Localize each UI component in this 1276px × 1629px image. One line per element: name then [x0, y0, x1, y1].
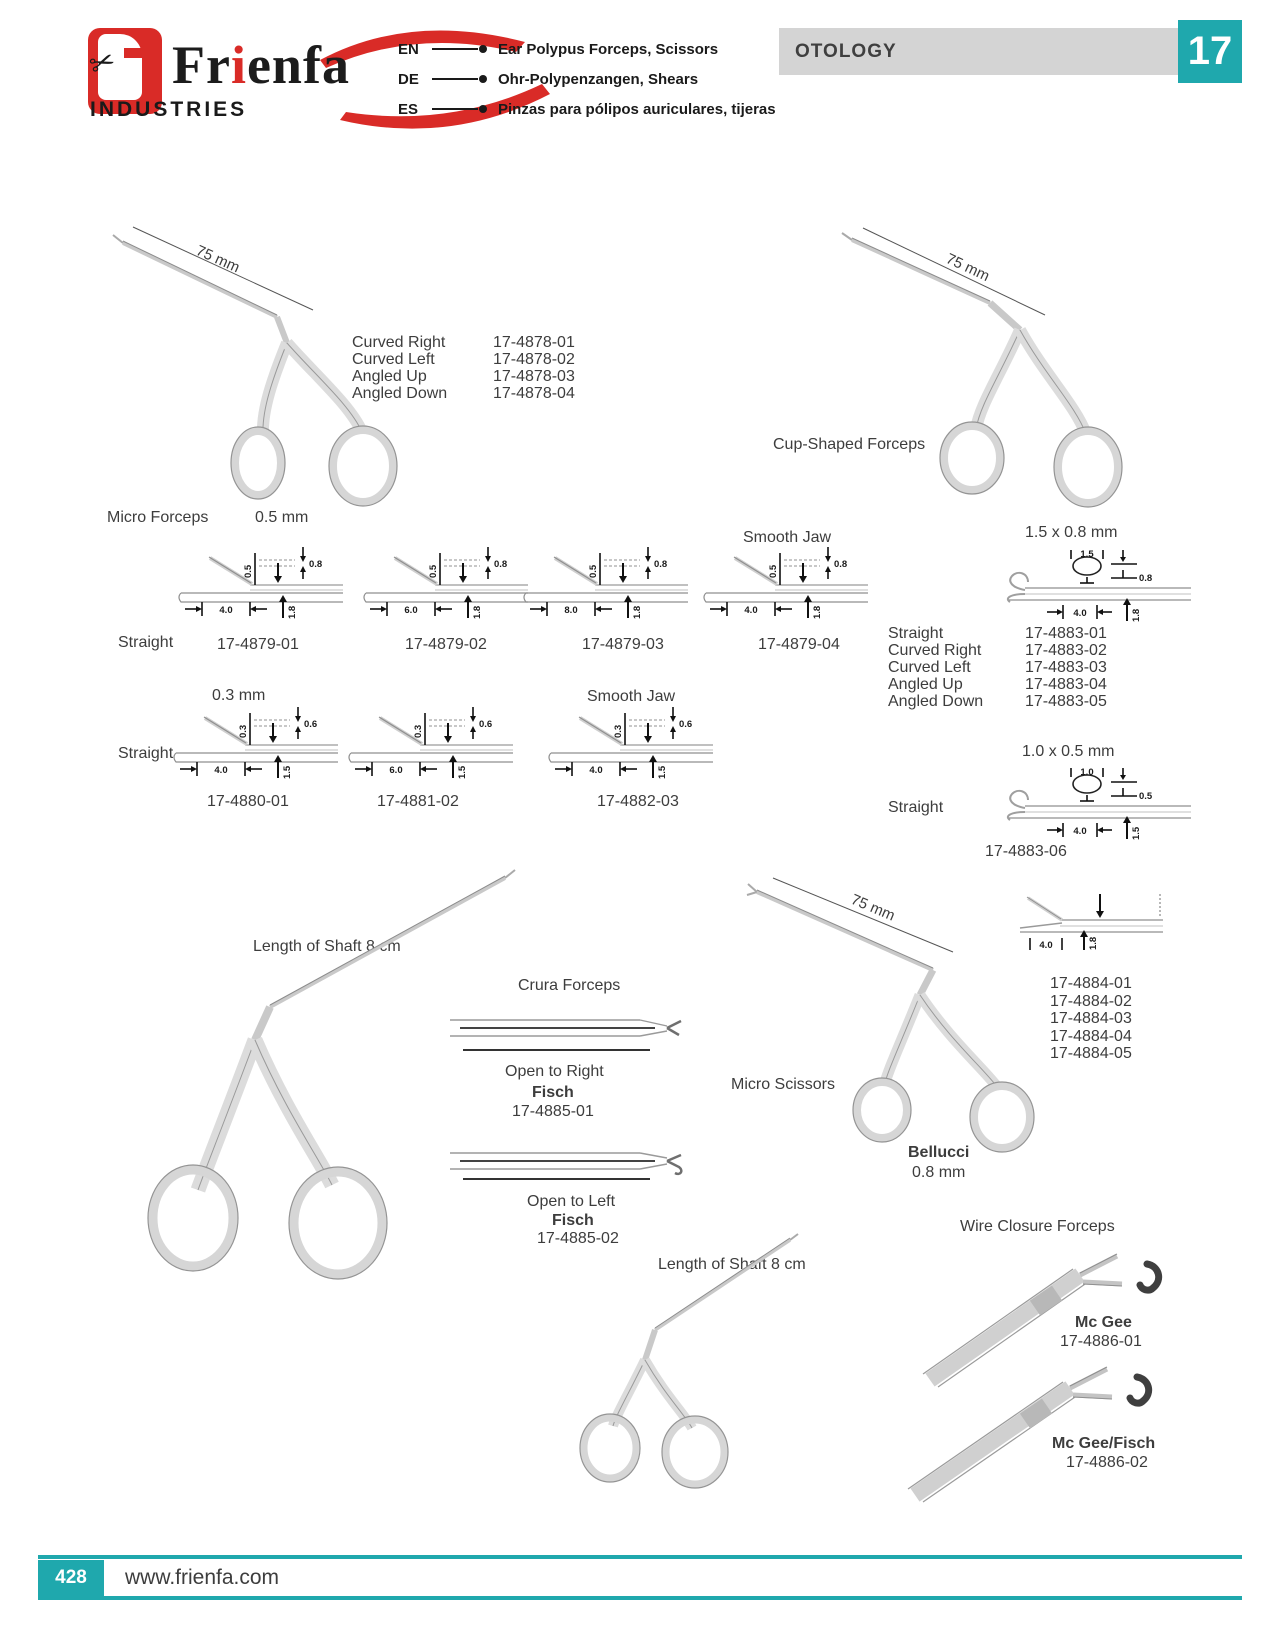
size-label: 0.5 mm [255, 509, 309, 526]
catalog-number: 17-4878-03 [493, 368, 575, 385]
variant-code-list [1025, 625, 1107, 710]
size-label: 1.0 x 0.5 mm [1022, 743, 1115, 760]
line-dot-icon [432, 74, 490, 84]
svg-text:4.0: 4.0 [214, 765, 228, 776]
svg-text:0.5: 0.5 [768, 564, 779, 578]
svg-text:1.0: 1.0 [1080, 767, 1094, 778]
pattern-name: Mc Gee [1075, 1314, 1132, 1331]
mcgee-fisch-tip-illustration [900, 1345, 1170, 1505]
svg-text:1.8: 1.8 [287, 605, 298, 619]
svg-text:0.6: 0.6 [304, 719, 318, 730]
language-row-de [398, 68, 698, 90]
catalog-number: 17-4884-02 [1050, 992, 1132, 1010]
cup-dimension-drawing [995, 760, 1195, 845]
straight-label: Straight [118, 634, 174, 651]
variant-name: Angled Up [352, 368, 427, 385]
jaw-diagram-slot [520, 545, 690, 630]
language-row-es [398, 98, 776, 120]
svg-text:1.5: 1.5 [457, 765, 468, 779]
size-label: 0.3 mm [212, 687, 266, 704]
svg-text:0.5: 0.5 [243, 564, 254, 578]
catalog-number: 17-4883-06 [985, 843, 1067, 860]
open-direction-label: Open to Left [527, 1193, 616, 1210]
language-label: Pinzas para pólipos auriculares, tijeras [498, 100, 776, 118]
svg-text:0.5: 0.5 [428, 564, 439, 578]
svg-text:0.5: 0.5 [588, 564, 599, 578]
svg-text:4.0: 4.0 [1039, 940, 1053, 951]
shaft-length-label: 75 mm [193, 242, 243, 277]
svg-text:8.0: 8.0 [564, 605, 578, 616]
wire-closure-title: Wire Closure Forceps [960, 1218, 1115, 1235]
svg-text:1.8: 1.8 [1088, 936, 1099, 950]
jaw-dimension-drawing [545, 705, 715, 785]
svg-text:4.0: 4.0 [1073, 608, 1087, 619]
svg-text:1.8: 1.8 [632, 605, 643, 619]
size-label: 0.8 mm [912, 1164, 966, 1181]
micro-scissors-title: Micro Scissors [731, 1076, 836, 1093]
catalog-number: 17-4880-01 [207, 793, 289, 810]
line-dot-icon [432, 104, 490, 114]
svg-text:0.8: 0.8 [654, 559, 668, 570]
open-direction-label: Open to Right [505, 1063, 604, 1080]
catalog-number: 17-4879-04 [758, 636, 840, 653]
variant-list [352, 334, 447, 402]
catalog-number: 17-4883-02 [1025, 642, 1107, 659]
catalog-number: 17-4879-02 [405, 636, 487, 653]
svg-text:0.3: 0.3 [413, 724, 424, 738]
svg-text:0.6: 0.6 [679, 719, 693, 730]
crura-forceps-title: Crura Forceps [518, 977, 621, 994]
svg-text:0.8: 0.8 [494, 559, 508, 570]
catalog-number: 17-4878-01 [493, 334, 575, 351]
jaw-diagram-slot [700, 545, 870, 630]
footer-page-number: 428 [38, 1560, 104, 1596]
variant-name: Curved Right [888, 642, 982, 659]
variant-name: Angled Down [352, 385, 448, 402]
crura-jaw-left-illustration [445, 1143, 690, 1193]
variant-list [888, 625, 983, 710]
catalog-number: 17-4886-01 [1060, 1333, 1142, 1350]
catalog-number: 17-4884-03 [1050, 1010, 1132, 1027]
cup-dimension-drawing [995, 542, 1195, 627]
pattern-name: Fisch [532, 1084, 574, 1101]
variant-code-list [493, 334, 575, 402]
catalog-number: 17-4884-05 [1050, 1045, 1132, 1062]
brand-name: Frienfa [172, 35, 350, 95]
language-code: ES [398, 100, 419, 118]
svg-text:0.8: 0.8 [834, 559, 848, 570]
catalog-number: 17-4885-02 [537, 1230, 619, 1247]
svg-text:1.5: 1.5 [1131, 826, 1142, 840]
shaft-length-label: 75 mm [848, 891, 898, 925]
size-label: 1.5 x 0.8 mm [1025, 524, 1118, 541]
jaw-dimension-drawing [175, 545, 345, 625]
jaw-diagram-slot [360, 545, 530, 630]
language-row-en [398, 38, 718, 60]
svg-text:0.8: 0.8 [309, 559, 323, 570]
pattern-name: Bellucci [908, 1144, 970, 1161]
language-label: Ear Polypus Forceps, Scissors [498, 40, 719, 58]
svg-text:1.8: 1.8 [472, 605, 483, 619]
language-code: EN [398, 40, 419, 58]
catalog-number: 17-4878-02 [493, 351, 575, 368]
language-code: DE [398, 70, 419, 88]
footer-website: www.frienfa.com [125, 1566, 280, 1589]
smooth-jaw-label: Smooth Jaw [587, 688, 676, 705]
cup-shaped-forceps-label: Cup-Shaped Forceps [773, 436, 926, 453]
pattern-name: Mc Gee/Fisch [1052, 1435, 1156, 1452]
catalog-number: 17-4886-02 [1066, 1454, 1148, 1471]
jaw-dimension-drawing [520, 545, 690, 625]
footer-rule-top [38, 1555, 1242, 1559]
chapter-number-box [1178, 20, 1242, 83]
catalog-number: 17-4884-04 [1050, 1027, 1132, 1045]
catalog-number: 17-4882-03 [597, 793, 679, 810]
variant-name: Curved Left [888, 659, 971, 676]
cup-diagram-slot [995, 760, 1195, 850]
crura-jaw-right-illustration [445, 1008, 685, 1063]
line-dot-icon [432, 44, 490, 54]
svg-text:0.8: 0.8 [1139, 573, 1153, 584]
catalog-number-list [1050, 975, 1132, 1063]
variant-name: Curved Left [352, 351, 435, 368]
variant-name: Straight [888, 625, 944, 642]
svg-text:4.0: 4.0 [1073, 826, 1087, 837]
catalog-number: 17-4881-02 [377, 793, 459, 810]
micro-scissors-illustration [730, 855, 1040, 1185]
svg-text:0.5: 0.5 [1139, 791, 1153, 802]
scissors-dimension-drawing [1000, 890, 1165, 952]
shaft-length-label: 75 mm [943, 250, 993, 285]
shaft-length-label: Length of Shaft 8 cm [253, 938, 401, 955]
jaw-diagram-slot [175, 545, 345, 630]
svg-text:0.3: 0.3 [613, 724, 624, 738]
forceps-illustration [120, 860, 540, 1300]
straight-label: Straight [888, 799, 944, 816]
straight-label: Straight [118, 745, 174, 762]
jaw-diagram-slot [545, 705, 715, 790]
svg-text:4.0: 4.0 [589, 765, 603, 776]
svg-text:4.0: 4.0 [744, 605, 758, 616]
category-title: OTOLOGY [795, 40, 897, 62]
jaw-dimension-drawing [700, 545, 870, 625]
language-label: Ohr-Polypenzangen, Shears [498, 70, 699, 88]
jaw-diagram-slot [345, 705, 515, 790]
footer-rule-bottom [38, 1596, 1242, 1600]
smooth-jaw-label: Smooth Jaw [743, 529, 832, 546]
svg-text:1.8: 1.8 [1131, 608, 1142, 622]
scissors-icon: ✂ [85, 43, 121, 84]
catalog-number: 17-4884-01 [1050, 975, 1132, 992]
jaw-dimension-drawing [170, 705, 340, 785]
micro-forceps-title: Micro Forceps [107, 509, 209, 526]
pattern-name: Fisch [552, 1212, 594, 1229]
cup-diagram-slot [995, 542, 1195, 632]
brand-red-i: i [230, 35, 247, 95]
svg-text:6.0: 6.0 [404, 605, 418, 616]
catalog-number: 17-4883-05 [1025, 693, 1107, 710]
jaw-dimension-drawing [360, 545, 530, 625]
svg-text:1.5: 1.5 [282, 765, 293, 779]
category-bar [779, 28, 1242, 75]
variant-name: Angled Down [888, 693, 984, 710]
catalog-number: 17-4883-04 [1025, 676, 1107, 693]
variant-name: Curved Right [352, 334, 446, 351]
catalog-number: 17-4879-03 [582, 636, 664, 653]
chapter-number: 17 [1187, 29, 1233, 73]
svg-text:1.5: 1.5 [657, 765, 668, 779]
shaft-length-label: Length of Shaft 8 cm [658, 1256, 806, 1273]
jaw-diagram-slot [170, 705, 340, 790]
svg-text:1.8: 1.8 [812, 605, 823, 619]
svg-text:0.6: 0.6 [479, 719, 493, 730]
variant-name: Angled Up [888, 676, 963, 693]
catalog-number: 17-4883-03 [1025, 659, 1107, 676]
catalog-number: 17-4879-01 [217, 636, 299, 653]
svg-text:4.0: 4.0 [219, 605, 233, 616]
catalog-number: 17-4883-01 [1025, 625, 1107, 642]
brand-industries: INDUSTRIES [90, 98, 248, 121]
svg-text:6.0: 6.0 [389, 765, 403, 776]
svg-text:1.5: 1.5 [1080, 549, 1094, 560]
cup-forceps-illustration [810, 210, 1130, 510]
forceps-illustration [550, 1230, 810, 1510]
svg-text:0.3: 0.3 [238, 724, 249, 738]
catalog-number: 17-4885-01 [512, 1103, 594, 1120]
catalog-number: 17-4878-04 [493, 385, 575, 402]
jaw-dimension-drawing [345, 705, 515, 785]
